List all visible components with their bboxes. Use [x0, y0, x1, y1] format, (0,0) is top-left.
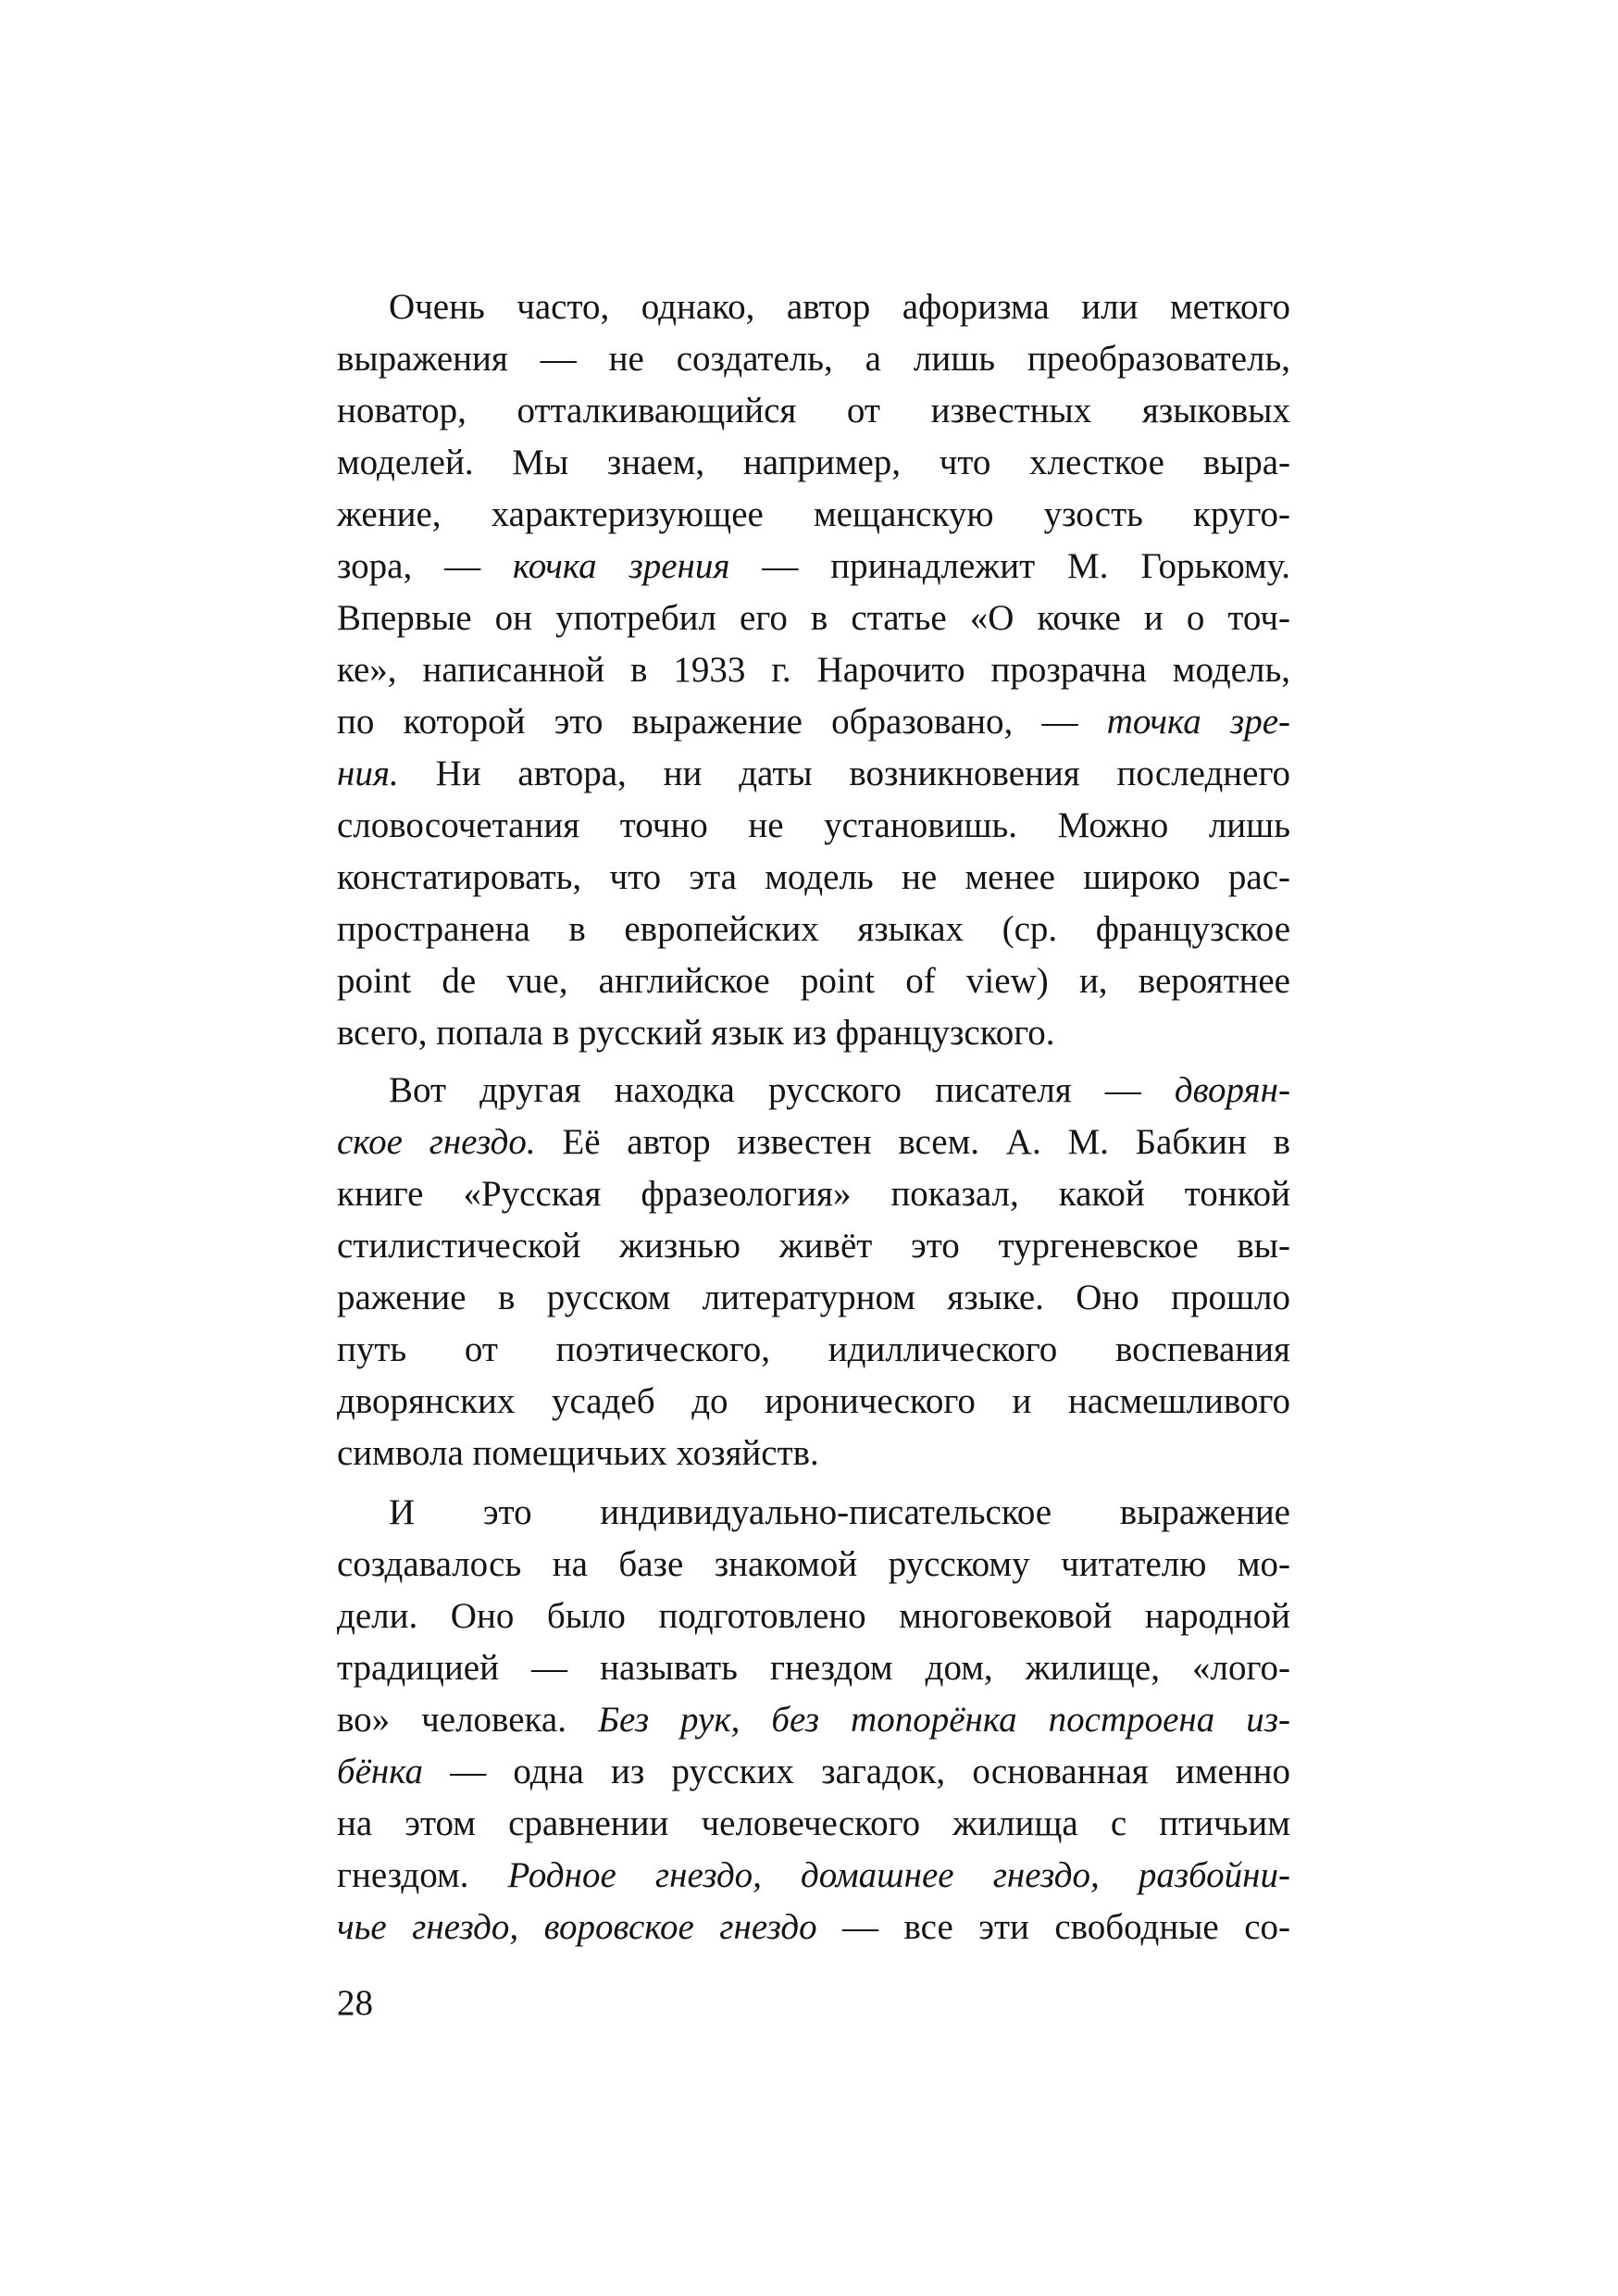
text-run: ражение в русском литературном языке. Оно прошло	[337, 1278, 1290, 1317]
text-line	[337, 644, 1290, 696]
text-line	[337, 1642, 1290, 1694]
text-run: на этом сравнении человеческого жилища с птичьим	[337, 1803, 1290, 1843]
text-line	[337, 1324, 1290, 1376]
italic-phrase: Без рук, без топорёнка построена из-	[598, 1700, 1291, 1740]
text-line	[337, 1117, 1290, 1168]
paragraph	[337, 281, 1290, 1059]
text-run: констатировать, что эта модель не менее широко рас-	[337, 857, 1290, 897]
text-line	[337, 541, 1290, 593]
text-line	[337, 385, 1290, 437]
paragraph	[337, 1065, 1290, 1479]
text-run: — принадлежит М. Горькому.	[729, 546, 1290, 586]
text-run: стилистической жизнью живёт это тургеневское вы-	[337, 1226, 1290, 1266]
page-number: 28	[337, 1983, 373, 2023]
text-line	[337, 1065, 1290, 1117]
italic-phrase: Родное гнездо, домашнее гнездо, разбойни-	[507, 1855, 1290, 1895]
paragraph	[337, 1487, 1290, 1953]
text-line	[337, 333, 1290, 385]
text-run: традицией — называть гнездом дом, жилище, «лого-	[337, 1648, 1290, 1688]
text-run: Очень часто, однако, автор афоризма или меткого	[389, 287, 1290, 327]
text-line	[337, 489, 1290, 541]
italic-phrase: чье гнездо, воровское гнездо	[337, 1907, 817, 1947]
text-line	[337, 955, 1290, 1007]
italic-phrase: бёнка	[337, 1752, 424, 1791]
text-line	[337, 852, 1290, 904]
text-run: point de vue, английское point of view) и, вероятнее	[337, 961, 1290, 1001]
text-run: по которой это выражение образовано, —	[337, 702, 1107, 742]
text-line	[337, 1902, 1290, 1953]
text-run: Ни автора, ни даты возникновения последнего	[398, 754, 1290, 793]
italic-phrase: кочка зрения	[513, 546, 730, 586]
text-line	[337, 1007, 1290, 1059]
text-line	[337, 1272, 1290, 1324]
italic-phrase: точка зре-	[1106, 702, 1290, 742]
text-run: дворянских усадеб до иронического и насмешливого	[337, 1381, 1290, 1421]
text-run: Впервые он употребил его в статье «О кочке и о точ-	[337, 598, 1290, 638]
text-line	[337, 1220, 1290, 1272]
text-run: Её автор известен всем. А. М. Бабкин в	[535, 1122, 1291, 1162]
text-run: словосочетания точно не установишь. Можно лишь	[337, 805, 1290, 845]
text-run: книге «Русская фразеология» показал, какой тонкой	[337, 1174, 1290, 1214]
text-run: во» человека.	[337, 1700, 599, 1740]
text-line	[337, 1487, 1290, 1539]
body-text	[337, 281, 1290, 1953]
text-run: И это индивидуально-писательское выражение	[389, 1492, 1290, 1532]
text-line	[337, 696, 1290, 748]
text-line	[337, 593, 1290, 644]
text-run: выражения — не создатель, а лишь преобразователь,	[337, 339, 1290, 379]
text-run: дели. Оно было подготовлено многовековой народной	[337, 1596, 1290, 1636]
text-run: всего, попала в русский язык из французского.	[337, 1013, 1055, 1053]
text-line	[337, 1694, 1290, 1746]
text-line	[337, 800, 1290, 852]
text-line	[337, 1376, 1290, 1428]
text-line	[337, 1798, 1290, 1850]
text-run: создавалось на базе знакомой русскому читателю мо-	[337, 1544, 1290, 1584]
text-run: гнездом.	[337, 1855, 508, 1895]
text-line	[337, 1850, 1290, 1902]
text-run: пространена в европейских языках (ср. французское	[337, 909, 1290, 949]
text-line	[337, 1428, 1290, 1479]
text-line	[337, 1746, 1290, 1798]
text-run: зора, —	[337, 546, 513, 586]
text-run: Вот другая находка русского писателя —	[389, 1070, 1175, 1110]
text-line	[337, 1168, 1290, 1220]
italic-phrase: ния.	[337, 754, 399, 793]
italic-phrase: дворян-	[1174, 1070, 1290, 1110]
text-run: жение, характеризующее мещанскую узость круго-	[337, 494, 1290, 534]
text-line	[337, 1591, 1290, 1642]
text-run: новатор, отталкивающийся от известных языковых	[337, 391, 1290, 430]
text-run: моделей. Мы знаем, например, что хлесткое выра-	[337, 443, 1290, 482]
text-line	[337, 281, 1290, 333]
text-line	[337, 904, 1290, 955]
text-run: — одна из русских загадок, основанная именно	[423, 1752, 1290, 1791]
text-run: ке», написанной в 1933 г. Нарочито прозрачна модель,	[337, 650, 1290, 690]
text-run: символа помещичьих хозяйств.	[337, 1433, 819, 1473]
text-run: путь от поэтического, идиллического воспевания	[337, 1329, 1290, 1369]
text-line	[337, 437, 1290, 489]
text-line	[337, 1539, 1290, 1591]
text-line	[337, 748, 1290, 800]
italic-phrase: ское гнездо.	[337, 1122, 536, 1162]
text-run: — все эти свободные со-	[816, 1907, 1291, 1947]
